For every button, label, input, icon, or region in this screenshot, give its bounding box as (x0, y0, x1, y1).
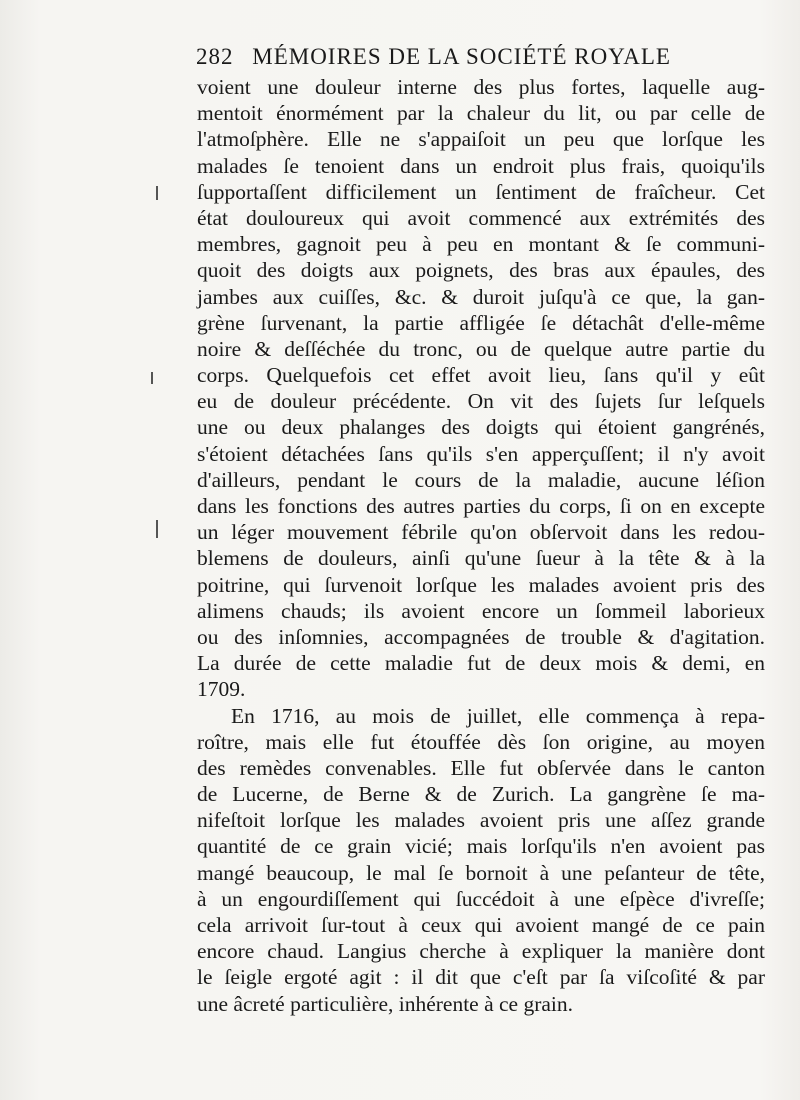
text-line: jambes aux cuiſſes, &c. & duroit juſqu'à ce que, la gan- (197, 284, 765, 309)
text-line: En 1716, au mois de juillet, elle commença à repa- (231, 703, 765, 728)
text-line: poitrine, qui ſurvenoit lorſque les malades avoient pris des (197, 572, 765, 597)
text-line: La durée de cette maladie fut de deux mois & demi, en (197, 651, 765, 676)
text-line: l'atmoſphère. Elle ne s'appaiſoit un peu que lorſque les (197, 127, 765, 152)
running-title: MÉMOIRES DE LA SOCIÉTÉ ROYALE (252, 44, 671, 69)
text-line: nifeſtoit lorſque les malades avoient pris une aſſez grande (197, 808, 765, 833)
margin-mark (151, 372, 153, 384)
text-line: encore chaud. Langius cherche à expliquer la manière dont (197, 939, 765, 964)
text-line: de Lucerne, de Berne & de Zurich. La gangrène ſe ma- (197, 782, 765, 807)
text-line: malades ſe tenoient dans un endroit plus frais, quoiqu'ils (197, 153, 765, 178)
text-line: quoit des doigts aux poignets, des bras aux épaules, des (197, 258, 765, 283)
margin-mark (156, 520, 158, 538)
text-line: membres, gagnoit peu à peu en montant & ſe communi- (197, 232, 765, 257)
text-line: corps. Quelquefois cet effet avoit lieu, ſans qu'il y eût (197, 363, 765, 388)
text-line: une âcreté particulière, inhérente à ce grain. (197, 991, 574, 1016)
text-line: quantité de ce grain vicié; mais lorſqu'ils n'en avoient pas (197, 834, 765, 859)
text-line: mangé beaucoup, le mal ſe bornoit à une peſanteur de tête, (197, 860, 765, 885)
text-line: le ſeigle ergoté agit : il dit que c'eſt par ſa viſcoſité & par (197, 965, 765, 990)
text-line: ſupportaſſent difficilement un ſentiment de fraîcheur. Cet (197, 179, 765, 204)
text-line: des remèdes convenables. Elle fut obſervée dans le canton (197, 755, 765, 780)
text-line: alimens chauds; ils avoient encore un ſommeil laborieux (197, 598, 765, 623)
text-line: roître, mais elle fut étouffée dès ſon origine, au moyen (197, 729, 765, 754)
text-line: blemens de douleurs, ainſi qu'une ſueur à la tête & à la (197, 546, 765, 571)
text-line: eu de douleur précédente. On vit des ſujets ſur leſquels (197, 389, 765, 414)
running-header (196, 44, 716, 70)
text-line: à un engourdiſſement qui ſuccédoit à une eſpèce d'ivreſſe; (197, 886, 765, 911)
text-line: 1709. (197, 677, 246, 702)
text-line: voient une douleur interne des plus fortes, laquelle aug- (197, 75, 765, 99)
text-line: s'étoient détachées ſans qu'ils s'en apperçuſſent; il n'y avoit (197, 441, 765, 466)
page-number: 282 (196, 44, 234, 69)
text-line: état douloureux qui avoit commencé aux extrémités des (197, 205, 765, 230)
margin-mark (156, 186, 158, 200)
text-line: dans les fonctions des autres parties du corps, ſi on en excepte (197, 494, 765, 518)
text-line: grène ſurvenant, la partie affligée ſe détachât d'elle-même (197, 310, 765, 335)
text-line: ou des inſomnies, accompagnées de trouble & d'agitation. (197, 624, 765, 649)
text-line: cela arrivoit ſur-tout à ceux qui avoient mangé de ce pain (197, 913, 765, 937)
text-line: une ou deux phalanges des doigts qui étoient gangrénés, (197, 415, 765, 440)
body-text (197, 74, 765, 1017)
text-line: noire & deſſéchée du tronc, ou de quelque autre partie du (197, 336, 765, 361)
text-line: mentoit énormément par la chaleur du lit, ou par celle de (197, 101, 765, 126)
text-line: d'ailleurs, pendant le cours de la maladie, aucune léſion (197, 467, 765, 492)
text-line: un léger mouvement fébrile qu'on obſervoit dans les redou- (197, 520, 765, 545)
